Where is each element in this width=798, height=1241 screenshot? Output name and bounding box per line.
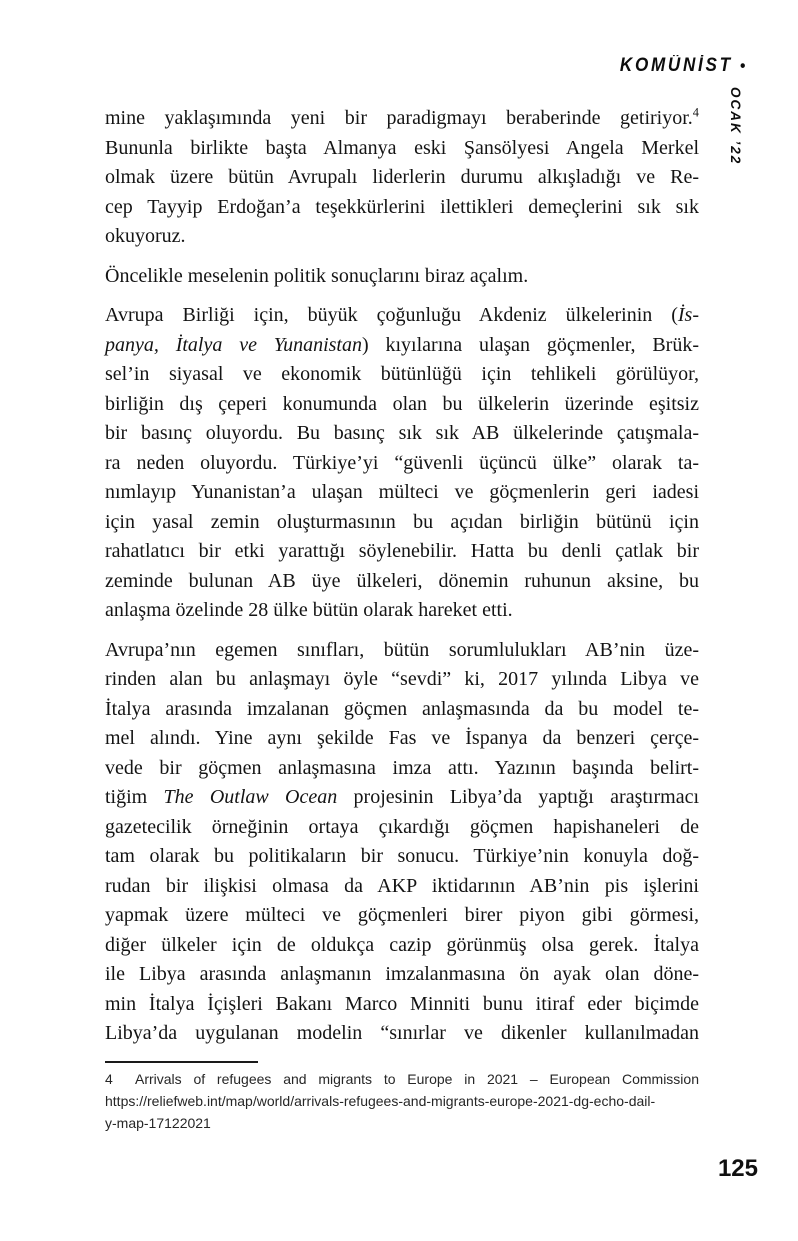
- text-segment: gazetecilik örneğinin ortaya çıkardığı göçmen hapishaneleri de: [105, 815, 699, 838]
- text-line: [105, 508, 699, 538]
- text-line: [105, 842, 699, 872]
- text-line: [105, 695, 699, 725]
- text-segment: için yasal zemin oluşturmasının bu açıdan birliğin bütünü için: [105, 510, 699, 533]
- text-segment: rahatlatıcı bir etki yarattığı söylenebilir. Hatta bu denli çatlak bir: [105, 540, 699, 562]
- footnote-marker: 4: [105, 1071, 113, 1087]
- text-segment: cep Tayyip Erdoğan’a teşekkürlerini ilettikleri demeçlerini sık sık: [105, 195, 699, 218]
- footnote-separator: [105, 1061, 258, 1063]
- text-line: [105, 360, 699, 390]
- text-line: [105, 960, 699, 990]
- text-line: [105, 567, 699, 597]
- masthead-bullet-icon: •: [739, 56, 745, 75]
- masthead: [620, 55, 745, 77]
- text-segment: nımlayıp Yunanistan’a ulaşan mülteci ve göçmenlerin geri iadesi: [105, 481, 699, 503]
- text-segment: ) kıyılarına ulaşan göçmenler, Brük-: [361, 333, 699, 356]
- text-segment: y-map-17122021: [105, 1115, 211, 1131]
- text-line: [105, 222, 699, 252]
- text-line: [105, 724, 699, 754]
- text-line: [105, 754, 699, 784]
- text-segment: tam olarak bu politikaların bir sonucu. Türkiye’nin konuyla doğ-: [105, 845, 699, 867]
- text-segment: ra neden oluyordu. Türkiye’yi “güvenli üçüncü ülke” olarak ta-: [105, 451, 699, 474]
- paragraph: [105, 636, 699, 1049]
- text-segment: sel’in siyasal ve ekonomik bütünlüğü için tehlikeli görülüyor,: [105, 363, 699, 385]
- text-segment: zeminde bulunan AB üye ülkeleri, dönemin ruhunun aksine, bu: [105, 569, 699, 592]
- text-line: [105, 301, 699, 331]
- text-segment: Bununla birlikte başta Almanya eski Şansölyesi Angela Merkel: [105, 136, 699, 159]
- text-line: [105, 1068, 699, 1090]
- text-segment: diğer ülkeler için de oldukça cazip görünmüş olsa gerek. İtalya: [105, 933, 699, 956]
- text-segment: tiğim: [105, 786, 164, 808]
- text-line: [105, 331, 699, 361]
- text-segment: vede bir göçmen anlaşmasına imza attı. Yazının başında belirt-: [105, 756, 699, 779]
- text-line: [105, 636, 699, 666]
- text-line: [105, 813, 699, 843]
- text-segment: panya, İtalya ve Yunanistan: [105, 333, 362, 356]
- text-line: [105, 872, 699, 902]
- text-line: [105, 104, 699, 134]
- paragraph: [105, 104, 699, 252]
- text-segment: mine yaklaşımında yeni bir paradigmayı beraberinde getiriyor.: [105, 107, 693, 129]
- text-line: [105, 1090, 699, 1112]
- text-line: [105, 901, 699, 931]
- journal-title: KOMÜNİST: [619, 55, 733, 76]
- text-line: [105, 596, 699, 626]
- text-segment: Libya’da uygulanan modelin “sınırlar ve dikenler kullanılmadan: [105, 1022, 699, 1044]
- footnote-reference: 4: [692, 105, 699, 120]
- text-segment: Avrupa Birliği için, büyük çoğunluğu Akdeniz ülkelerinin (: [105, 304, 678, 326]
- text-segment: İtalya arasında imzalanan göçmen anlaşmasında da bu model te-: [105, 697, 699, 720]
- text-line: [105, 390, 699, 420]
- text-line: [105, 262, 699, 292]
- text-line: [105, 990, 699, 1020]
- text-line: [105, 665, 699, 695]
- text-segment: https://reliefweb.int/map/world/arrivals-refugees-and-migrants-europe-2021-dg-echo-dail-: [105, 1093, 656, 1109]
- text-segment: İs-: [677, 304, 699, 326]
- body-text: [105, 104, 699, 1059]
- text-segment: olmak üzere bütün Avrupalı liderlerin durumu alkışladığı ve Re-: [105, 166, 699, 188]
- text-segment: Avrupa’nın egemen sınıfları, bütün sorumlulukları AB’nin üze-: [105, 638, 699, 661]
- paragraph: [105, 262, 699, 292]
- text-line: [105, 1112, 699, 1134]
- text-segment: rudan bir ilişkisi olmasa da AKP iktidarının AB’nin pis işlerini: [105, 874, 699, 897]
- footnote-text: [105, 1068, 699, 1134]
- text-line: [105, 193, 699, 223]
- text-line: [105, 1019, 699, 1049]
- text-segment: rinden alan bu anlaşmayı öyle “sevdi” ki, 2017 yılında Libya ve: [105, 668, 699, 690]
- text-segment: mel alındı. Yine aynı şekilde Fas ve İspanya da benzeri çerçe-: [105, 727, 699, 749]
- issue-label: OCAK ’22: [728, 87, 743, 166]
- text-segment: okuyoruz.: [105, 225, 186, 247]
- text-line: [105, 537, 699, 567]
- text-line: [105, 783, 699, 813]
- text-segment: min İtalya İçişleri Bakanı Marco Minniti bunu itiraf eder biçimde: [105, 992, 699, 1015]
- text-segment: birliğin dış çeperi konumunda olan bu ülkelerin üzerinde eşitsiz: [105, 392, 699, 415]
- text-line: [105, 419, 699, 449]
- text-segment: yapmak üzere mülteci ve göçmenleri birer piyon gibi görmesi,: [105, 904, 699, 926]
- text-segment: ile Libya arasında anlaşmanın imzalanmasına ön ayak olan döne-: [105, 963, 699, 985]
- page-number: 125: [717, 1155, 758, 1182]
- text-line: [105, 134, 699, 164]
- text-segment: anlaşma özelinde 28 ülke bütün olarak hareket etti.: [105, 599, 513, 621]
- text-line: [105, 931, 699, 961]
- text-line: [105, 478, 699, 508]
- text-segment: bir basınç oluyordu. Bu basınç sık sık AB ülkelerinde çatışmala-: [105, 422, 699, 444]
- text-line: [105, 449, 699, 479]
- text-segment: The Outlaw Ocean: [163, 786, 338, 808]
- text-segment: Öncelikle meselenin politik sonuçlarını biraz açalım.: [105, 264, 529, 287]
- text-line: [105, 163, 699, 193]
- text-segment: projesinin Libya’da yaptığı araştırmacı: [337, 786, 700, 808]
- paragraph: [105, 301, 699, 626]
- text-segment: Arrivals of refugees and migrants to Europe in 2021 – European Commission: [135, 1071, 699, 1087]
